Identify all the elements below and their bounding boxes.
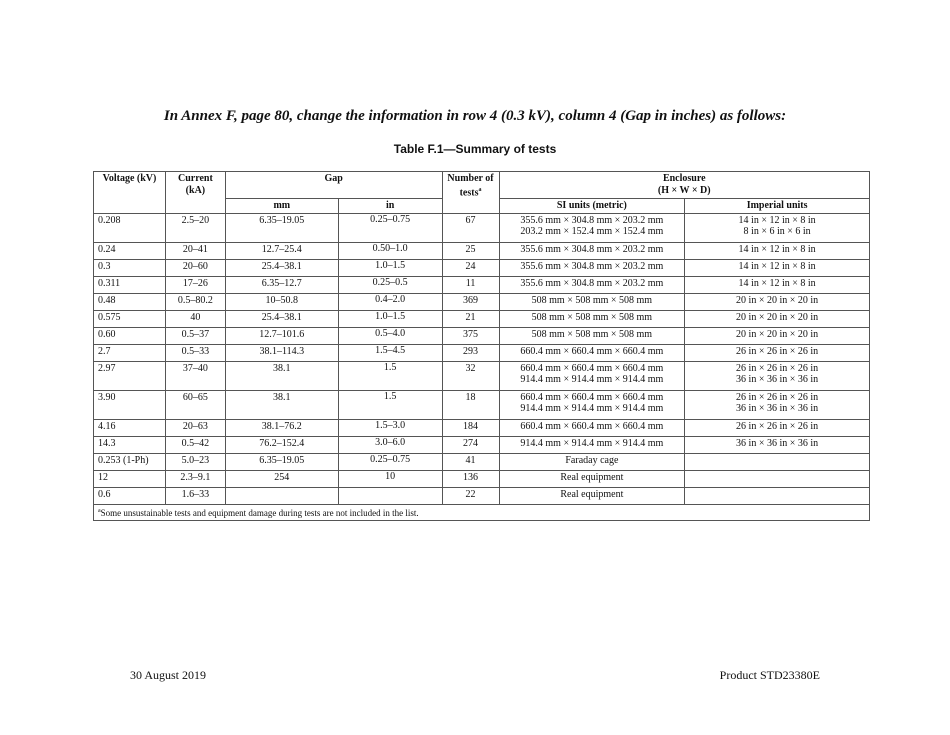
cell-current: 37–40 bbox=[165, 361, 225, 390]
dimension-line: 14 in × 12 in × 8 in bbox=[738, 277, 816, 289]
cell-current: 0.5–33 bbox=[165, 344, 225, 361]
cell-current: 5.0–23 bbox=[165, 453, 225, 470]
cell-gap-mm: 10–50.8 bbox=[225, 293, 338, 310]
table-row bbox=[94, 436, 870, 453]
cell-current: 60–65 bbox=[165, 390, 225, 419]
cell-si-units bbox=[499, 213, 685, 242]
cell-gap-mm: 25.4–38.1 bbox=[225, 259, 338, 276]
dimension-line: 20 in × 20 in × 20 in bbox=[736, 328, 819, 340]
cell-tests: 22 bbox=[442, 487, 499, 504]
header-current: Current (kA) bbox=[165, 172, 225, 214]
dimension-line: 14 in × 12 in × 8 in bbox=[738, 260, 816, 272]
cell-si-units bbox=[499, 470, 685, 487]
header-gap-mm: mm bbox=[225, 199, 338, 214]
cell-imperial-units bbox=[685, 390, 870, 419]
cell-gap-mm: 38.1 bbox=[225, 390, 338, 419]
cell-tests: 11 bbox=[442, 276, 499, 293]
cell-gap-in: 0.25–0.75 bbox=[338, 213, 442, 242]
cell-gap-in: 1.0–1.5 bbox=[338, 310, 442, 327]
footer-product: Product STD23380E bbox=[719, 668, 820, 682]
cell-gap-in: 1.5 bbox=[338, 361, 442, 390]
dimension-line: 20 in × 20 in × 20 in bbox=[736, 311, 819, 323]
dimension-line: 14 in × 12 in × 8 in bbox=[738, 243, 816, 255]
cell-imperial-units bbox=[685, 436, 870, 453]
cell-current: 0.5–80.2 bbox=[165, 293, 225, 310]
cell-gap-in: 1.5–4.5 bbox=[338, 344, 442, 361]
cell-si-units bbox=[499, 390, 685, 419]
cell-gap-in: 0.5–4.0 bbox=[338, 327, 442, 344]
cell-si-units bbox=[499, 327, 685, 344]
cell-current: 40 bbox=[165, 310, 225, 327]
dimension-line: 355.6 mm × 304.8 mm × 203.2 mm bbox=[520, 243, 664, 255]
cell-imperial-units bbox=[685, 259, 870, 276]
cell-voltage: 0.3 bbox=[94, 259, 166, 276]
cell-voltage: 4.16 bbox=[94, 419, 166, 436]
cell-voltage: 3.90 bbox=[94, 390, 166, 419]
cell-voltage: 2.97 bbox=[94, 361, 166, 390]
cell-gap-in: 0.50–1.0 bbox=[338, 242, 442, 259]
dimension-line: 36 in × 36 in × 36 in bbox=[736, 374, 819, 385]
cell-si-units bbox=[499, 293, 685, 310]
cell-si-units bbox=[499, 453, 685, 470]
cell-imperial-units bbox=[685, 276, 870, 293]
cell-gap-mm: 254 bbox=[225, 470, 338, 487]
dimension-line: 355.6 mm × 304.8 mm × 203.2 mm bbox=[520, 260, 664, 272]
header-voltage: Voltage (kV) bbox=[94, 172, 166, 214]
cell-current: 0.5–37 bbox=[165, 327, 225, 344]
table-row bbox=[94, 487, 870, 504]
dimension-line: 26 in × 26 in × 26 in bbox=[736, 420, 819, 432]
cell-gap-in: 10 bbox=[338, 470, 442, 487]
cell-gap-mm: 25.4–38.1 bbox=[225, 310, 338, 327]
dimension-line: 26 in × 26 in × 26 in bbox=[736, 345, 819, 357]
cell-voltage: 12 bbox=[94, 470, 166, 487]
cell-gap-mm: 12.7–101.6 bbox=[225, 327, 338, 344]
cell-current: 2.3–9.1 bbox=[165, 470, 225, 487]
dimension-line: 36 in × 36 in × 36 in bbox=[736, 437, 819, 449]
cell-current: 20–60 bbox=[165, 259, 225, 276]
cell-si-units bbox=[499, 276, 685, 293]
table-row bbox=[94, 293, 870, 310]
dimension-line: 8 in × 6 in × 6 in bbox=[743, 226, 811, 237]
header-gap-in: in bbox=[338, 199, 442, 214]
cell-imperial-units bbox=[685, 242, 870, 259]
cell-gap-mm: 38.1–114.3 bbox=[225, 344, 338, 361]
cell-voltage: 0.6 bbox=[94, 487, 166, 504]
table-row bbox=[94, 259, 870, 276]
cell-tests: 136 bbox=[442, 470, 499, 487]
cell-voltage: 0.575 bbox=[94, 310, 166, 327]
cell-voltage: 0.253 (1-Ph) bbox=[94, 453, 166, 470]
cell-si-units bbox=[499, 259, 685, 276]
cell-imperial-units bbox=[685, 327, 870, 344]
table-row bbox=[94, 344, 870, 361]
cell-gap-mm: 76.2–152.4 bbox=[225, 436, 338, 453]
cell-gap-in bbox=[338, 487, 442, 504]
dimension-line: 660.4 mm × 660.4 mm × 660.4 mm bbox=[520, 362, 664, 374]
table-footnote: $^a$Some unsustainable tests and equipment damage during tests are not included in the list. bbox=[94, 504, 870, 521]
header-imperial: Imperial units bbox=[685, 199, 870, 214]
cell-gap-in: 0.25–0.75 bbox=[338, 453, 442, 470]
cell-tests: 375 bbox=[442, 327, 499, 344]
dimension-line: 914.4 mm × 914.4 mm × 914.4 mm bbox=[520, 374, 664, 385]
dimension-line: 36 in × 36 in × 36 in bbox=[736, 403, 819, 414]
cell-current: 20–63 bbox=[165, 419, 225, 436]
table-row bbox=[94, 327, 870, 344]
table-row bbox=[94, 310, 870, 327]
cell-gap-in: 0.4–2.0 bbox=[338, 293, 442, 310]
dimension-line: 660.4 mm × 660.4 mm × 660.4 mm bbox=[520, 391, 664, 403]
cell-gap-mm: 12.7–25.4 bbox=[225, 242, 338, 259]
table-row bbox=[94, 453, 870, 470]
table-row bbox=[94, 470, 870, 487]
cell-imperial-units bbox=[685, 344, 870, 361]
cell-tests: 18 bbox=[442, 390, 499, 419]
cell-si-units bbox=[499, 361, 685, 390]
cell-gap-mm: 6.35–12.7 bbox=[225, 276, 338, 293]
cell-tests: 369 bbox=[442, 293, 499, 310]
cell-gap-mm bbox=[225, 487, 338, 504]
dimension-line: 508 mm × 508 mm × 508 mm bbox=[531, 294, 653, 306]
cell-tests: 24 bbox=[442, 259, 499, 276]
table-title: Table F.1—Summary of tests bbox=[393, 142, 557, 156]
cell-imperial-units bbox=[685, 453, 870, 470]
dimension-line: Faraday cage bbox=[565, 454, 619, 466]
table-row bbox=[94, 390, 870, 419]
dimension-line: 20 in × 20 in × 20 in bbox=[736, 294, 819, 306]
cell-imperial-units bbox=[685, 470, 870, 487]
header-tests: Number of tests$^a$ bbox=[442, 172, 499, 214]
cell-voltage: 14.3 bbox=[94, 436, 166, 453]
dimension-line: 203.2 mm × 152.4 mm × 152.4 mm bbox=[520, 226, 664, 237]
cell-gap-mm: 6.35–19.05 bbox=[225, 453, 338, 470]
summary-table bbox=[93, 171, 870, 521]
header-enclosure: Enclosure (H × W × D) bbox=[499, 172, 869, 199]
cell-current: 1.6–33 bbox=[165, 487, 225, 504]
cell-tests: 67 bbox=[442, 213, 499, 242]
cell-tests: 21 bbox=[442, 310, 499, 327]
cell-gap-in: 3.0–6.0 bbox=[338, 436, 442, 453]
cell-voltage: 0.208 bbox=[94, 213, 166, 242]
dimension-line: Real equipment bbox=[560, 488, 624, 500]
dimension-line: 660.4 mm × 660.4 mm × 660.4 mm bbox=[520, 420, 664, 432]
cell-tests: 274 bbox=[442, 436, 499, 453]
cell-si-units bbox=[499, 487, 685, 504]
dimension-line: 660.4 mm × 660.4 mm × 660.4 mm bbox=[520, 345, 664, 357]
instruction-text: In Annex F, page 80, change the information in row 4 (0.3 kV), column 4 (Gap in inches) as follows: bbox=[163, 108, 787, 124]
cell-tests: 32 bbox=[442, 361, 499, 390]
cell-gap-mm: 38.1–76.2 bbox=[225, 419, 338, 436]
dimension-line: 14 in × 12 in × 8 in bbox=[738, 214, 816, 226]
dimension-line: 26 in × 26 in × 26 in bbox=[736, 391, 819, 403]
cell-tests: 41 bbox=[442, 453, 499, 470]
cell-current: 0.5–42 bbox=[165, 436, 225, 453]
dimension-line: 26 in × 26 in × 26 in bbox=[736, 362, 819, 374]
table-row bbox=[94, 242, 870, 259]
cell-voltage: 0.311 bbox=[94, 276, 166, 293]
cell-si-units bbox=[499, 310, 685, 327]
table-row bbox=[94, 213, 870, 242]
cell-si-units bbox=[499, 419, 685, 436]
cell-voltage: 0.60 bbox=[94, 327, 166, 344]
cell-gap-mm: 6.35–19.05 bbox=[225, 213, 338, 242]
dimension-line: 508 mm × 508 mm × 508 mm bbox=[531, 328, 653, 340]
cell-imperial-units bbox=[685, 293, 870, 310]
dimension-line: Real equipment bbox=[560, 471, 624, 483]
dimension-line: 355.6 mm × 304.8 mm × 203.2 mm bbox=[520, 214, 664, 226]
cell-gap-in: 1.0–1.5 bbox=[338, 259, 442, 276]
cell-imperial-units bbox=[685, 213, 870, 242]
cell-gap-in: 1.5 bbox=[338, 390, 442, 419]
header-si: SI units (metric) bbox=[499, 199, 685, 214]
cell-si-units bbox=[499, 344, 685, 361]
cell-si-units bbox=[499, 242, 685, 259]
cell-current: 2.5–20 bbox=[165, 213, 225, 242]
cell-tests: 25 bbox=[442, 242, 499, 259]
cell-tests: 293 bbox=[442, 344, 499, 361]
table-row bbox=[94, 361, 870, 390]
cell-imperial-units bbox=[685, 361, 870, 390]
dimension-line: 355.6 mm × 304.8 mm × 203.2 mm bbox=[520, 277, 664, 289]
cell-voltage: 0.24 bbox=[94, 242, 166, 259]
dimension-line: 914.4 mm × 914.4 mm × 914.4 mm bbox=[520, 437, 664, 449]
footer-date: 30 August 2019 bbox=[130, 668, 207, 682]
cell-gap-in: 0.25–0.5 bbox=[338, 276, 442, 293]
dimension-line: 914.4 mm × 914.4 mm × 914.4 mm bbox=[520, 403, 664, 414]
header-gap: Gap bbox=[225, 172, 442, 199]
cell-gap-mm: 38.1 bbox=[225, 361, 338, 390]
cell-gap-in: 1.5–3.0 bbox=[338, 419, 442, 436]
cell-current: 20–41 bbox=[165, 242, 225, 259]
table-row bbox=[94, 419, 870, 436]
cell-current: 17–26 bbox=[165, 276, 225, 293]
cell-voltage: 2.7 bbox=[94, 344, 166, 361]
cell-imperial-units bbox=[685, 310, 870, 327]
cell-tests: 184 bbox=[442, 419, 499, 436]
cell-voltage: 0.48 bbox=[94, 293, 166, 310]
table-row bbox=[94, 276, 870, 293]
cell-si-units bbox=[499, 436, 685, 453]
cell-imperial-units bbox=[685, 419, 870, 436]
cell-imperial-units bbox=[685, 487, 870, 504]
dimension-line: 508 mm × 508 mm × 508 mm bbox=[531, 311, 653, 323]
